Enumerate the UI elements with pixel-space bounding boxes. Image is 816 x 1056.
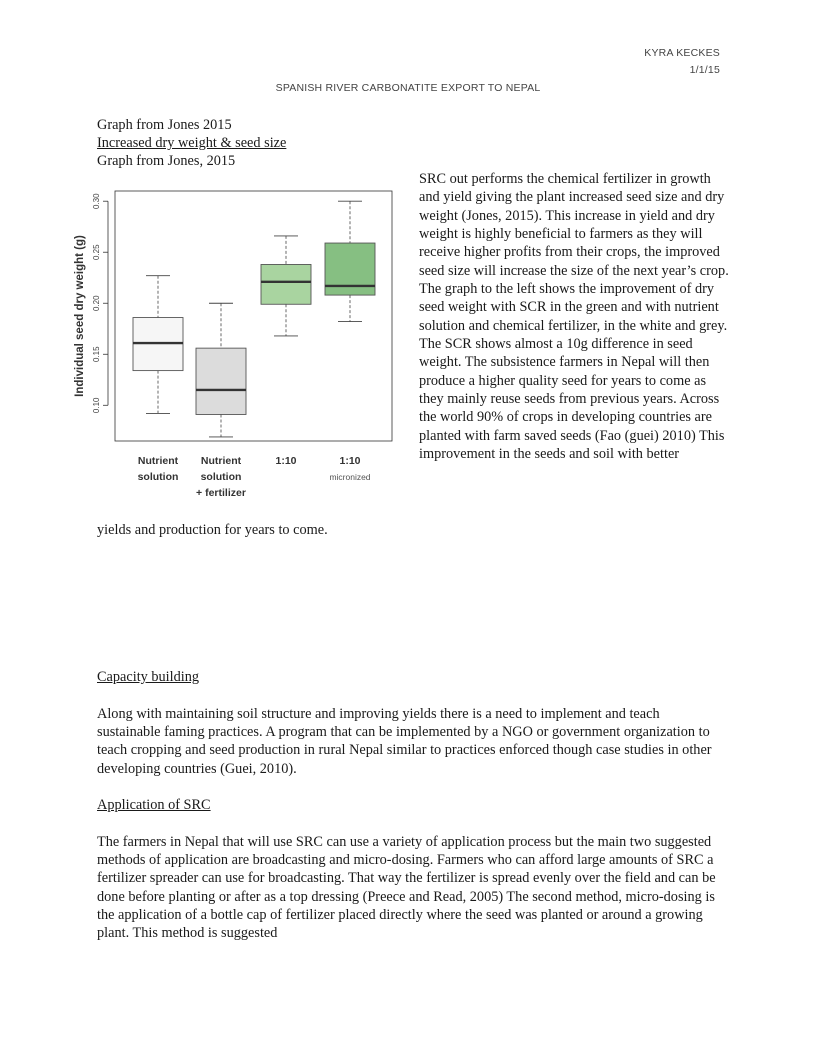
y-tick-label: 0.20 — [92, 295, 101, 312]
x-tick-label: 1:10 — [339, 455, 361, 467]
box-3 — [261, 236, 311, 336]
seed-weight-boxplot — [72, 184, 402, 504]
figure-caption-credit: Graph from Jones, 2015 — [97, 153, 236, 169]
application-paragraph: The farmers in Nepal that will use SRC can use a variety of application process but the main two suggested methods of application are broadcasting and micro-dosing. Farmers who can afford large amounts of SRC a fertilizer spreader can use for broadcasting. That way the fertilizer is spread evenly over the field and can be done before planting or after as a top dressing (Preece and Read, 2005) The second method, micro-dosing is the application of a bottle cap of fertilizer placed directly where the seed was planted or around a growing plant. This method is suggested — [97, 834, 716, 942]
x-tick-label: solution — [137, 471, 179, 483]
x-axis-labels — [138, 455, 371, 499]
paragraph-continuation: yields and production for years to come. — [97, 522, 328, 538]
box-group — [133, 201, 375, 437]
box-2 — [196, 303, 246, 437]
document-date: 1/1/15 — [689, 64, 720, 76]
box-1 — [133, 276, 183, 414]
right-column-text: SRC out performs the chemical fertilizer in growth and yield giving the plant increased seed size and dry weight (Jones, 2015). This increase in yield and dry weight is highly beneficial to farmers as they will receive higher profits from their crops, the improved seed size will increase the size of the next year’s crop. The graph to the left shows the improvement of dry seed weight with SCR in the green and with nutrient solution and chemical fertilizer, in the white and grey. The SCR shows almost a 10g difference in seed weight. The subsistence farmers in Nepal will then produce a higher quality seed for years to come as they mainly reuse seeds from previous years. Across the world 90% of crops in developing countries are planted with farm saved seeds (Fao (guei) 2010) This improvement in the seeds and soil with better — [419, 171, 729, 463]
x-tick-label: solution — [200, 471, 242, 483]
y-tick-label: 0.30 — [92, 193, 101, 209]
document-title: SPANISH RIVER CARBONATITE EXPORT TO NEPAL — [275, 82, 541, 94]
x-tick-label: Nutrient — [137, 455, 179, 467]
x-tick-label: Nutrient — [200, 455, 242, 467]
y-axis-label: Individual seed dry weight (g) — [74, 235, 86, 397]
x-tick-label: micronized — [329, 472, 371, 482]
box-iqr — [325, 243, 375, 295]
plot-frame — [115, 191, 392, 441]
y-tick-label: 0.10 — [92, 397, 101, 414]
capacity-building-paragraph: Along with maintaining soil structure and improving yields there is a need to implement and teach sustainable faming practices. A program that can be implemented by a NGO or government organization to teach cropping and seed production in rural Nepal similar to practices enforced though case studies in other developing countries (Guei, 2010). — [97, 706, 712, 777]
figure-caption-source: Graph from Jones 2015 — [97, 117, 232, 133]
section-heading-capacity-building: Capacity building — [97, 669, 200, 685]
y-tick-label: 0.25 — [92, 244, 101, 261]
author-name: KYRA KECKES — [644, 47, 720, 59]
x-tick-label: 1:10 — [275, 455, 297, 467]
box-iqr — [261, 264, 311, 304]
y-tick-label: 0.15 — [92, 346, 101, 363]
x-tick-label: + fertilizer — [196, 487, 246, 499]
box-iqr — [196, 348, 246, 414]
box-4 — [325, 201, 375, 321]
figure-caption-title: Increased dry weight & seed size — [97, 135, 287, 151]
section-heading-application: Application of SRC — [97, 797, 211, 813]
y-axis — [92, 193, 108, 413]
